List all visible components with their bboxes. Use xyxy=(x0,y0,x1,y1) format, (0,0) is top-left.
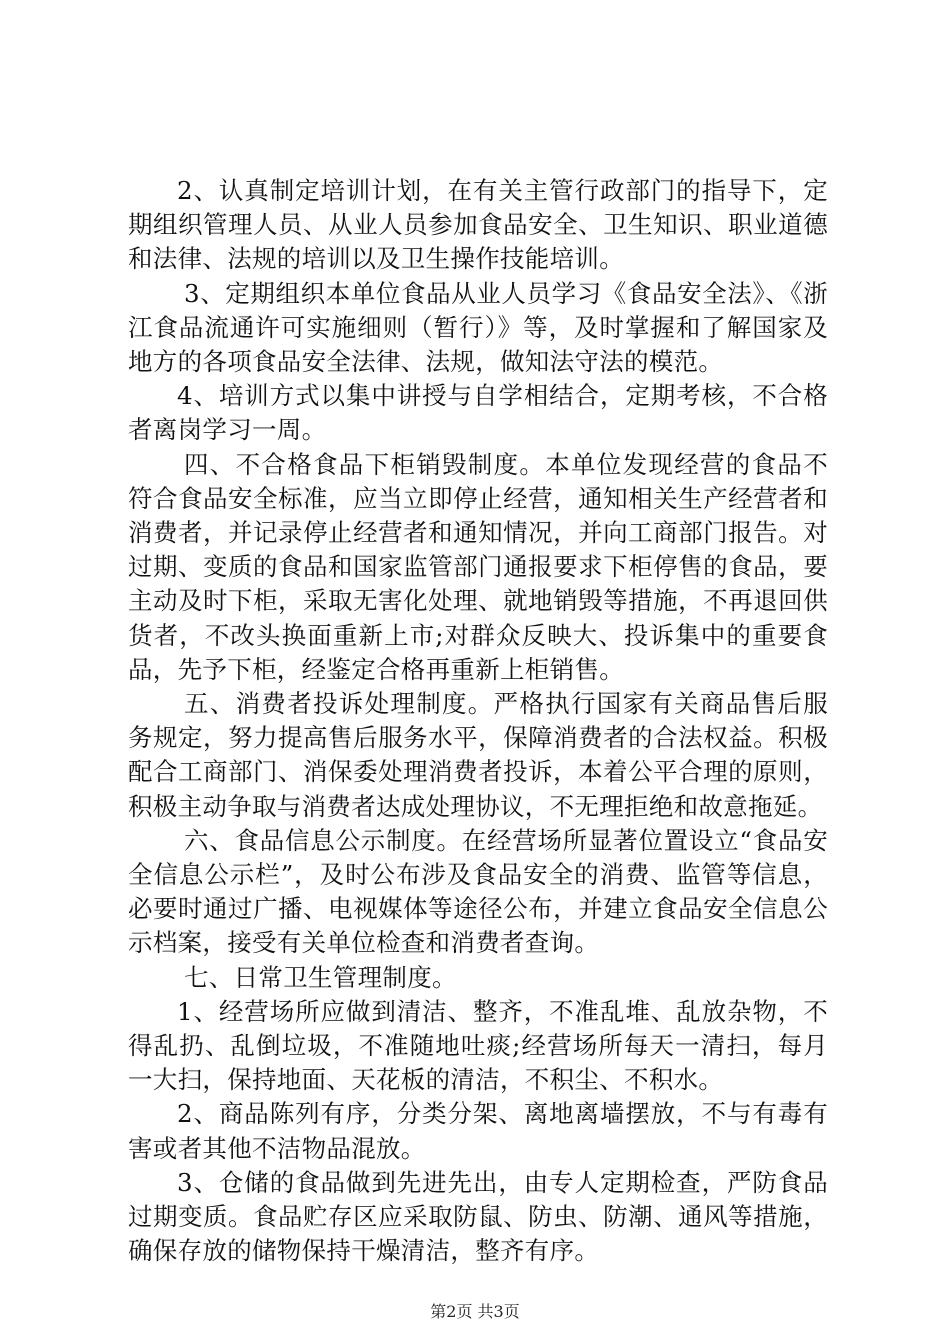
paragraph-section-6-publicity: 六、食品信息公示制度。在经营场所显著位置设立“食品安全信息公示栏”，及时公布涉及食品安全的消费、监管等信息，必要时通过广播、电视媒体等途径公布，并建立食品安全信息公示档案，接受有关单位检查和消费者查询。 xyxy=(128,825,828,958)
paragraph-display-order: 2、商品陈列有序，分类分架、离地离墙摆放，不与有毒有害或者其他不洁物品混放。 xyxy=(128,1099,828,1163)
paragraph-storage: 3、仓储的食品做到先进先出，由专人定期检查，严防食品过期变质。食品贮存区应采取防鼠、防虫、防潮、通风等措施，确保存放的储物保持干燥清洁，整齐有序。 xyxy=(128,1167,828,1266)
document-body xyxy=(128,174,828,1269)
page-footer: 第2页 共3页 xyxy=(430,1302,520,1321)
paragraph-section-5-complaints: 五、消费者投诉处理制度。严格执行国家有关商品售后服务规定，努力提高售后服务水平，保障消费者的合法权益。积极配合工商部门、消保委处理消费者投诉，本着公平合理的原则，积极主动争取与消费者达成处理协议，不无理拒绝和故意拖延。 xyxy=(128,689,828,821)
paragraph-training-plan: 2、认真制定培训计划，在有关主管行政部门的指导下，定期组织管理人员、从业人员参加食品安全、卫生知识、职业道德和法律、法规的培训以及卫生操作技能培训。 xyxy=(128,176,828,274)
paragraph-section-7-heading: 七、日常卫生管理制度。 xyxy=(184,962,457,992)
paragraph-study-laws: 3、定期组织本单位食品从业人员学习《食品安全法》、《浙江食品流通许可实施细则（暂行）》等，及时掌握和了解国家及地方的各项食品安全法律、法规，做知法守法的模范。 xyxy=(128,278,828,377)
paragraph-cleanliness: 1、经营场所应做到清洁、整齐，不准乱堆、乱放杂物，不得乱扔、乱倒垃圾，不准随地吐痰;经营场所每天一清扫，每月一大扫，保持地面、天花板的清洁，不积尘、不积水。 xyxy=(128,996,828,1095)
paragraph-section-4-disposal: 四、不合格食品下柜销毁制度。本单位发现经营的食品不符合食品安全标准，应当立即停止经营，通知相关生产经营者和消费者，并记录停止经营者和通知情况，并向工商部门报告。对过期、变质的食品和国家监管部门通报要求下柜停售的食品，要主动及时下柜，采取无害化处理、就地销毁等措施，不再退回供货者，不改头换面重新上市;对群众反映大、投诉集中的重要食品，先予下柜，经鉴定合格再重新上柜销售。 xyxy=(128,449,828,684)
paragraph-training-method: 4、培训方式以集中讲授与自学相结合，定期考核，不合格者离岗学习一周。 xyxy=(128,381,828,445)
